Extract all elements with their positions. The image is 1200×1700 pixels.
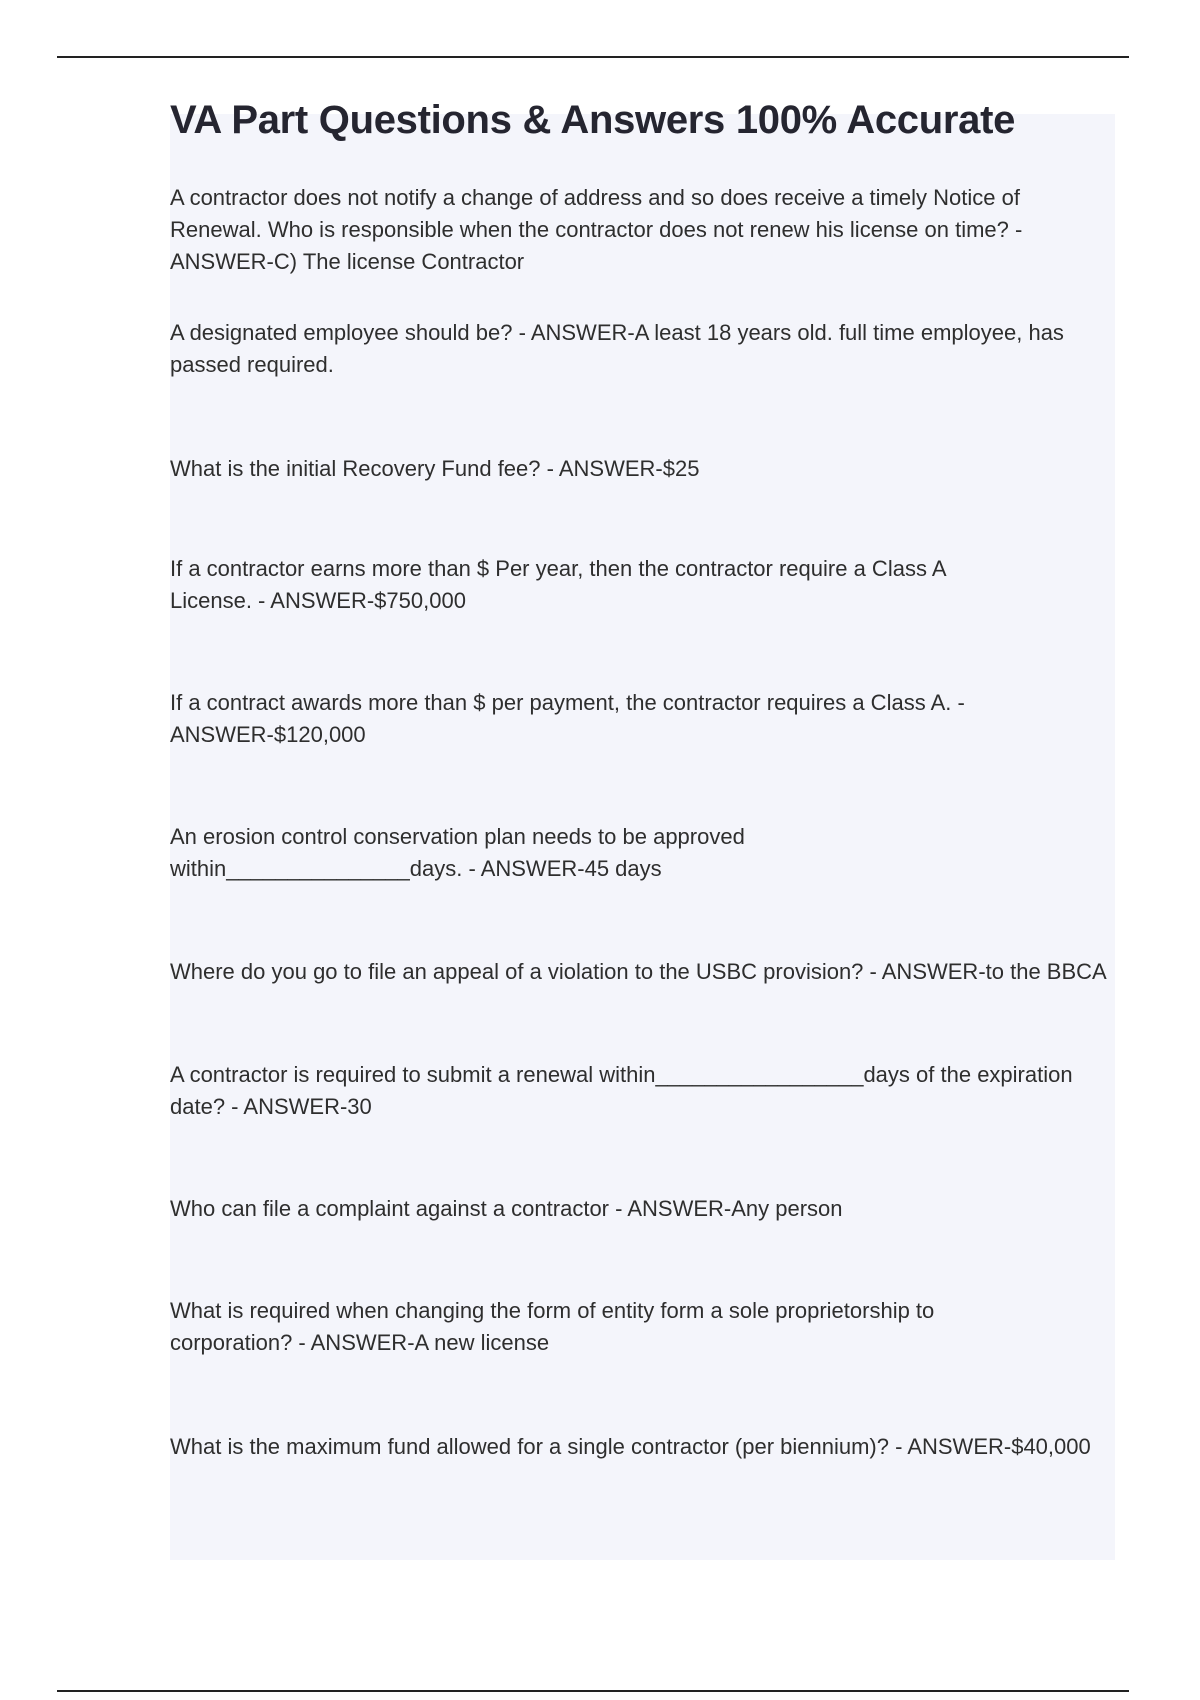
qa-item: What is required when changing the form of entity form a sole proprietorship to corporation? - ANSWER-A new license: [170, 1298, 941, 1355]
qa-item: Who can file a complaint against a contractor - ANSWER-Any person: [170, 1196, 843, 1221]
footer-rule: [57, 1690, 1129, 1692]
qa-item: An erosion control conservation plan needs to be approved within_______________days. - ANSWER-45 days: [170, 824, 751, 881]
qa-item: Where do you go to file an appeal of a violation to the USBC provision? - ANSWER-to the BBCA: [170, 959, 1107, 984]
document-body: [170, 96, 1115, 1463]
qa-item: A contractor does not notify a change of address and so does receive a timely Notice of Renewal. Who is responsible when the contractor does not renew his license on time? - ANSWER-C) The license Contractor: [170, 185, 1028, 274]
qa-item: A designated employee should be? - ANSWER-A least 18 years old. full time employee, has passed required.: [170, 320, 1071, 377]
qa-item: What is the initial Recovery Fund fee? - ANSWER-$25: [170, 456, 700, 481]
qa-list: [170, 182, 1115, 1463]
header-rule: [57, 56, 1129, 58]
qa-item: If a contractor earns more than $ Per year, then the contractor require a Class A License. - ANSWER-$750,000: [170, 556, 952, 613]
document-title: VA Part Questions & Answers 100% Accurate: [170, 98, 1016, 142]
qa-item: A contractor is required to submit a renewal within_________________days of the expiration date? - ANSWER-30: [170, 1062, 1079, 1119]
qa-item: If a contract awards more than $ per payment, the contractor requires a Class A. - ANSWER-$120,000: [170, 690, 970, 747]
qa-item: What is the maximum fund allowed for a single contractor (per biennium)? - ANSWER-$40,000: [170, 1434, 1091, 1459]
